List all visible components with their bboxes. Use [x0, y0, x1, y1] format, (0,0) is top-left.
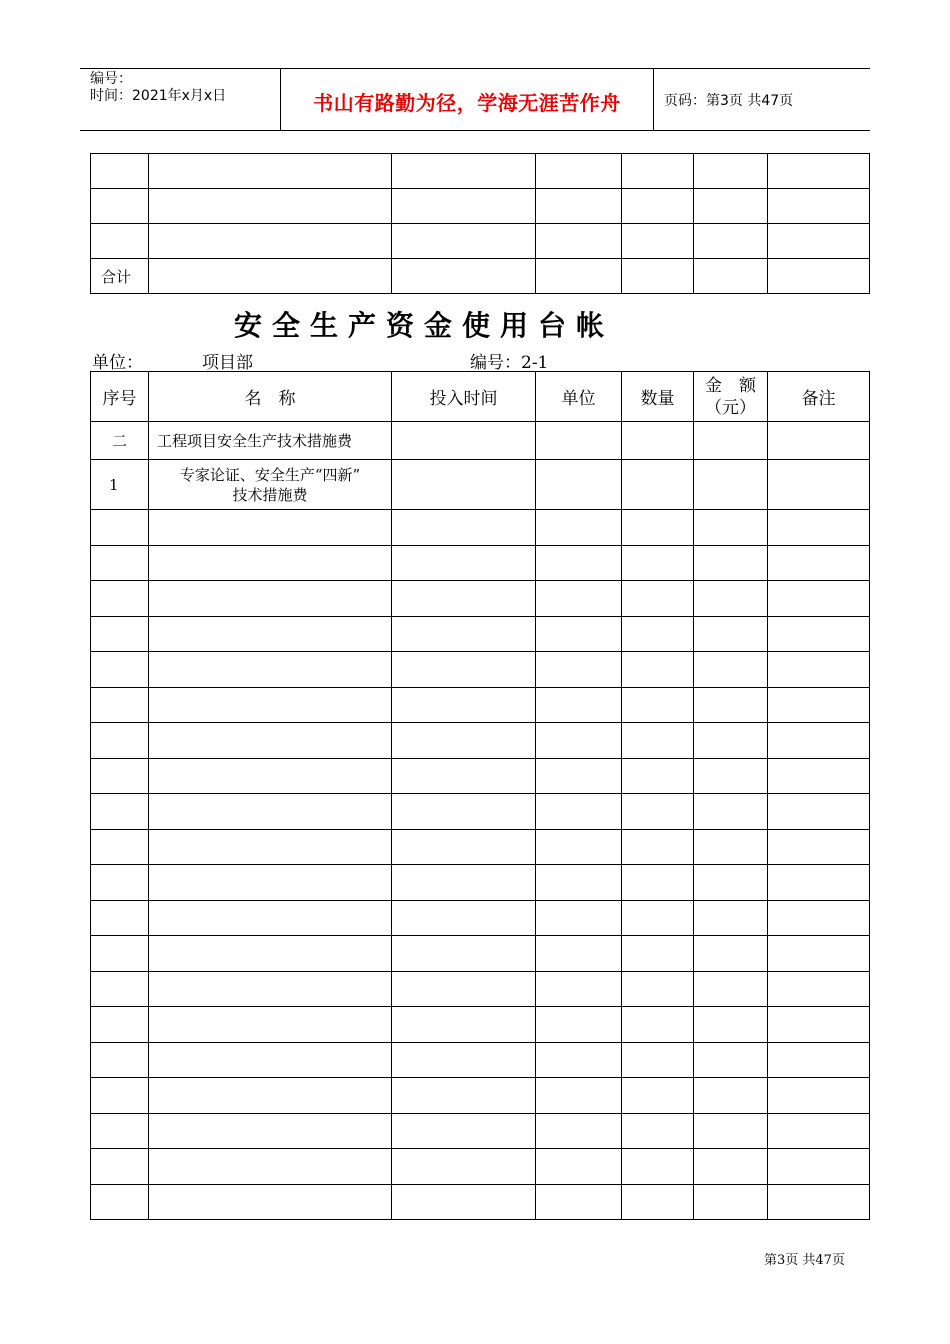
table-cell — [622, 865, 694, 901]
table-cell — [768, 1113, 870, 1149]
table-cell — [149, 1113, 392, 1149]
table-cell — [694, 1184, 768, 1220]
table-cell — [91, 581, 149, 617]
table-cell — [91, 1007, 149, 1043]
col-amount-line1: 金 额 — [705, 375, 756, 396]
table-cell — [622, 758, 694, 794]
table-cell — [694, 758, 768, 794]
table-cell — [694, 936, 768, 972]
table-cell — [392, 510, 536, 546]
table-cell — [91, 758, 149, 794]
table-cell — [694, 545, 768, 581]
page-header — [80, 68, 870, 131]
table-cell — [149, 510, 392, 546]
ledger-title: 安全生产资金使用台帐 — [234, 309, 615, 342]
table-cell — [392, 829, 536, 865]
table-cell — [768, 1042, 870, 1078]
table-cell — [536, 687, 622, 723]
table-row — [91, 1113, 870, 1149]
table-cell — [768, 581, 870, 617]
table-cell — [149, 794, 392, 830]
table-cell — [622, 1149, 694, 1185]
row-name-line1: 专家论证、安全生产“四新” — [179, 465, 361, 484]
col-seq: 序号 — [91, 372, 149, 422]
table-cell — [622, 1042, 694, 1078]
table-cell — [392, 971, 536, 1007]
header-meta — [80, 69, 281, 130]
table-cell — [91, 1042, 149, 1078]
table-cell — [768, 829, 870, 865]
table-cell — [392, 758, 536, 794]
col-unit: 单位 — [536, 372, 622, 422]
table-cell — [768, 1007, 870, 1043]
table-row — [91, 652, 870, 688]
table-cell — [694, 652, 768, 688]
table-row — [91, 1078, 870, 1114]
table-cell — [768, 936, 870, 972]
table-cell — [694, 1149, 768, 1185]
table-cell — [91, 652, 149, 688]
table-cell — [768, 865, 870, 901]
table-cell — [694, 1042, 768, 1078]
table-cell — [91, 900, 149, 936]
total-label: 合计 — [91, 259, 149, 294]
number-label: 编号：2-1 — [470, 353, 549, 373]
table-cell — [91, 1184, 149, 1220]
table-cell — [694, 687, 768, 723]
table-cell — [536, 971, 622, 1007]
table-cell — [392, 652, 536, 688]
table-cell — [694, 1007, 768, 1043]
table-cell — [768, 971, 870, 1007]
row-seq: 二 — [91, 422, 149, 460]
table-cell — [694, 723, 768, 759]
table-cell — [768, 758, 870, 794]
table-cell — [91, 1113, 149, 1149]
table-cell — [622, 1113, 694, 1149]
table-cell — [149, 1184, 392, 1220]
table-cell — [694, 865, 768, 901]
table-cell — [149, 1149, 392, 1185]
table-cell — [768, 794, 870, 830]
table-cell — [149, 900, 392, 936]
table-cell — [91, 687, 149, 723]
table-cell — [536, 616, 622, 652]
table-cell — [768, 1078, 870, 1114]
table-cell — [536, 900, 622, 936]
table-cell — [392, 936, 536, 972]
table-row — [91, 154, 870, 189]
table-cell — [149, 936, 392, 972]
table-cell — [392, 1184, 536, 1220]
table-cell — [392, 687, 536, 723]
table-cell — [392, 1007, 536, 1043]
table-cell — [536, 865, 622, 901]
table-cell — [536, 758, 622, 794]
table-cell — [91, 723, 149, 759]
table-cell — [149, 723, 392, 759]
table-row — [91, 758, 870, 794]
table-cell — [91, 829, 149, 865]
table-cell — [392, 794, 536, 830]
table-cell — [392, 1149, 536, 1185]
time-label: 时间：2021年x月x日 — [90, 88, 227, 104]
table-cell — [536, 581, 622, 617]
table-cell — [91, 616, 149, 652]
table-cell — [91, 1078, 149, 1114]
table-cell — [622, 1184, 694, 1220]
table-cell — [91, 510, 149, 546]
table-cell — [768, 723, 870, 759]
table-cell — [91, 971, 149, 1007]
table-cell — [392, 900, 536, 936]
header-page-cell — [654, 69, 870, 130]
table-row — [91, 616, 870, 652]
table-row — [91, 1007, 870, 1043]
table-row — [91, 936, 870, 972]
row-name: 工程项目安全生产技术措施费 — [149, 422, 392, 460]
table-cell — [768, 545, 870, 581]
table-row — [91, 1149, 870, 1185]
table-cell — [536, 829, 622, 865]
ledger-table — [90, 371, 870, 1220]
row-name — [149, 460, 392, 510]
header-motto-cell — [281, 69, 654, 130]
table-cell — [91, 545, 149, 581]
table-cell — [392, 545, 536, 581]
table-row — [91, 1184, 870, 1220]
table-cell — [694, 794, 768, 830]
table-cell — [536, 723, 622, 759]
table-row — [91, 422, 870, 460]
table-cell — [536, 1042, 622, 1078]
table-cell — [149, 1078, 392, 1114]
table-row — [91, 794, 870, 830]
page-footer: 第3页 共47页 — [764, 1253, 845, 1268]
table-cell — [622, 794, 694, 830]
table-cell — [768, 652, 870, 688]
table-cell — [536, 1184, 622, 1220]
table-row — [91, 581, 870, 617]
col-time: 投入时间 — [392, 372, 536, 422]
table-cell — [91, 865, 149, 901]
table-cell — [694, 1078, 768, 1114]
row-name-line2: 技术措施费 — [232, 485, 308, 504]
unit-label: 单位： — [92, 353, 143, 373]
table-cell — [622, 687, 694, 723]
table-cell — [768, 1149, 870, 1185]
row-seq: 1 — [91, 460, 149, 510]
table-cell — [149, 581, 392, 617]
table-row — [91, 460, 870, 510]
table-row — [91, 224, 870, 259]
table-cell — [694, 829, 768, 865]
table-cell — [536, 936, 622, 972]
table-cell — [392, 581, 536, 617]
table-cell — [536, 652, 622, 688]
table-cell — [149, 545, 392, 581]
table-cell — [694, 900, 768, 936]
table-cell — [536, 1149, 622, 1185]
table-cell — [694, 971, 768, 1007]
table-cell — [392, 723, 536, 759]
table-row — [91, 971, 870, 1007]
table-cell — [622, 936, 694, 972]
table-row — [91, 687, 870, 723]
table-cell — [768, 510, 870, 546]
table-cell — [91, 1149, 149, 1185]
table-cell — [536, 545, 622, 581]
table-row — [91, 723, 870, 759]
table-cell — [392, 616, 536, 652]
table-cell — [622, 900, 694, 936]
col-remark: 备注 — [768, 372, 870, 422]
table-row — [91, 510, 870, 546]
table-cell — [768, 687, 870, 723]
table-cell — [149, 865, 392, 901]
table-cell — [768, 900, 870, 936]
table-row — [91, 900, 870, 936]
table-cell — [392, 1078, 536, 1114]
col-amount-line2: （元） — [705, 397, 756, 418]
table-cell — [91, 936, 149, 972]
table-cell — [149, 829, 392, 865]
code-label: 编号： — [90, 71, 132, 87]
table-cell — [622, 652, 694, 688]
table-cell — [536, 1007, 622, 1043]
total-row — [91, 259, 870, 294]
table-cell — [694, 616, 768, 652]
table-row — [91, 829, 870, 865]
page-info: 页码：第3页 共47页 — [664, 93, 794, 109]
table-cell — [149, 616, 392, 652]
table-cell — [622, 829, 694, 865]
table-cell — [536, 1078, 622, 1114]
motto: 书山有路勤为径，学海无涯苦作舟 — [313, 91, 621, 115]
col-name: 名 称 — [149, 372, 392, 422]
table-cell — [622, 545, 694, 581]
continued-table — [90, 153, 870, 294]
table-cell — [536, 510, 622, 546]
table-cell — [149, 758, 392, 794]
table-cell — [622, 1078, 694, 1114]
table-cell — [622, 581, 694, 617]
table-cell — [622, 971, 694, 1007]
table-cell — [622, 510, 694, 546]
table-cell — [392, 1042, 536, 1078]
table-cell — [392, 1113, 536, 1149]
table-row — [91, 189, 870, 224]
table-cell — [622, 1007, 694, 1043]
table-cell — [622, 616, 694, 652]
table-cell — [694, 581, 768, 617]
table-cell — [694, 1113, 768, 1149]
header-row — [91, 372, 870, 422]
table-cell — [149, 652, 392, 688]
table-row — [91, 865, 870, 901]
col-qty: 数量 — [622, 372, 694, 422]
table-cell — [392, 865, 536, 901]
table-row — [91, 545, 870, 581]
table-cell — [536, 794, 622, 830]
table-cell — [91, 794, 149, 830]
table-cell — [149, 687, 392, 723]
table-cell — [149, 971, 392, 1007]
table-cell — [149, 1042, 392, 1078]
table-row — [91, 1042, 870, 1078]
table-cell — [694, 510, 768, 546]
unit-value: 项目部 — [202, 353, 253, 373]
table-cell — [149, 1007, 392, 1043]
table-cell — [622, 723, 694, 759]
table-cell — [536, 1113, 622, 1149]
col-amount — [694, 372, 768, 422]
table-cell — [768, 1184, 870, 1220]
table-cell — [768, 616, 870, 652]
